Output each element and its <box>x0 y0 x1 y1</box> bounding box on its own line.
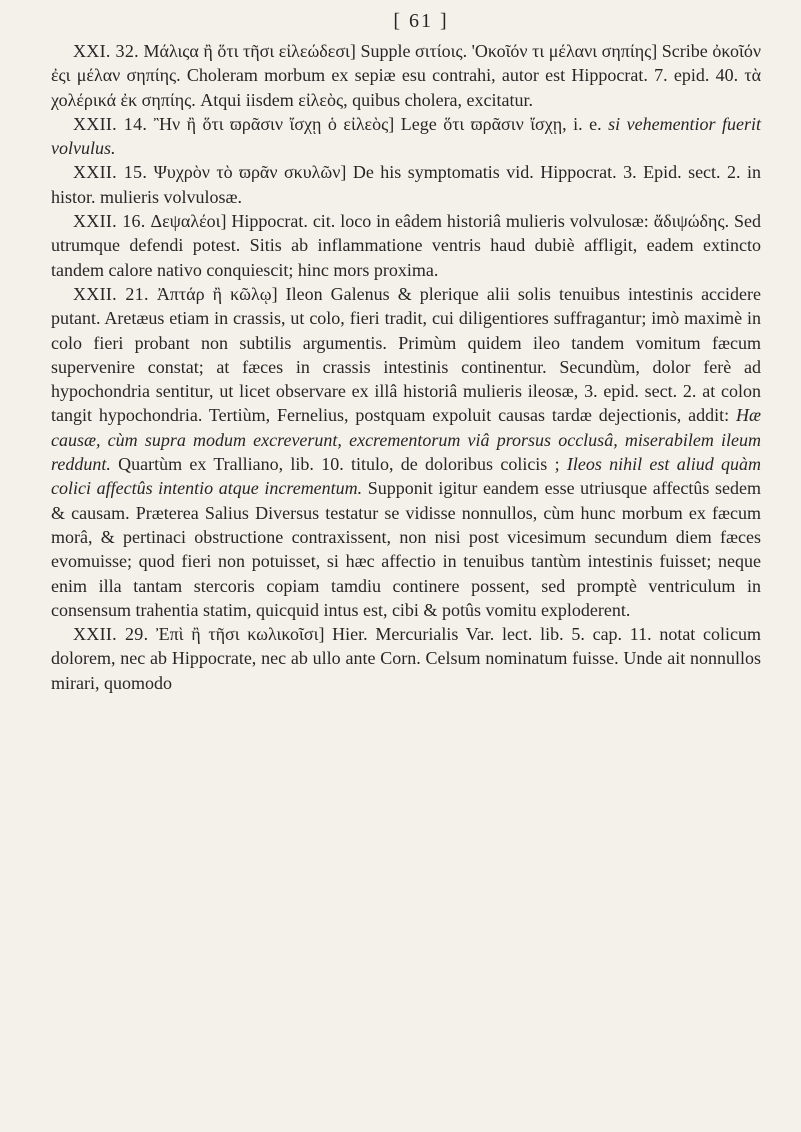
entry-text: Lege ὅτι ϖρᾶσιν ἴσχῃ, i. e. <box>400 113 602 134</box>
entry-ref: XXI. 32. <box>73 41 139 61</box>
entry-ref: XXII. 16. <box>73 211 146 232</box>
entry-text-final: Supponit igitur eandem esse utriusque affectûs sedem & causam. Præterea Salius Diversus testatur se vidisse nonnullos, cùm hunc morbum ex fæcum morâ, & pertinaci obstructione contraxissent, non nisi post vicesimum secundum diem fæces evomuisse; quod fieri non potuisset, si hæc affectio in tenuibus tantùm intestinis fuisset; neque enim illa tantam stercoris copiam tamdiu continere possent, sed promptè ventriculum in consensum trahentia statim, quicquid intus est, cibi & potûs vomitu exploderent. <box>51 478 762 620</box>
entry-xxi-32 <box>51 39 761 112</box>
entry-lemma: Μάλιςα ἢ ὅτι τῆσι εἰλεώδεσι] <box>143 41 356 61</box>
entry-xxii-15 <box>51 160 761 209</box>
entry-lemma: Ἀπτάρ ἢ κῶλῳ] <box>156 283 278 304</box>
entry-xxii-29 <box>51 622 761 695</box>
entry-lemma: Ψυχρὸν τὸ ϖρᾶν σκυλῶν] <box>153 162 347 183</box>
entry-text: Ileon Galenus & plerique alii solis tenuibus intestinis accidere putant. Aretæus etiam in crassis, ut colo, fieri tradit, cui diligentiores suffragantur; imò maximè in colo fieri probant non subtilis argumentis. Primùm quidem ileo tandem vomitum fæcum supervenire constat; at fæces in crassis intestinis continentur. Secundùm, dolor ferè ad hypochondria sentitur, ut licet observare ex illâ historiâ mulieris ileosæ, 3. epid. sect. 2. at colon tangit hypochondria. Tertiùm, Fernelius, postquam expoluit causas tardæ dejectionis, addit: <box>51 283 762 426</box>
entry-lemma: Ἐπὶ ἢ τῆσι κωλικοῖσι] <box>156 624 325 645</box>
entry-lemma: Δεψαλέοι] <box>150 211 227 232</box>
page-number: [ 61 ] <box>393 10 449 32</box>
entry-text: Supple σιτίοις. 'Οκοῖόν τι μέλανι σηπίης] Scribe ὀκοῖόν ἐςι μέλαν σηπίης. Choleram morbum ex sepiæ esu contrahi, autor est Hippocrat. 7. epid. 40. τὰ χολέρικά ἐκ σηπίης. Atqui iisdem εἰλεὸς, quibus cholera, excitatur. <box>51 41 761 110</box>
entry-italic-text: si vehementior fuerit volvulus. <box>51 113 762 159</box>
entry-ref: XXII. 21. <box>73 283 149 304</box>
entry-xxii-16 <box>51 209 761 282</box>
entry-ref: XXII. 14. <box>73 113 148 134</box>
entry-italic-quote-2: Ileos nihil est aliud quàm colici affectûs intentio atque incrementum. <box>51 454 761 499</box>
entry-text-continued: Quartùm ex Tralliano, lib. 10. titulo, de doloribus colicis ; <box>118 454 560 475</box>
entry-ref: XXII. 29. <box>73 624 149 645</box>
entry-xxii-21 <box>51 282 761 622</box>
entry-italic-quote: Hæ causæ, cùm supra modum excreverunt, excrementorum viâ prorsus occlusâ, miserabilem ileum reddunt. <box>51 405 762 475</box>
entry-lemma: Ἢν ἢ ὅτι ϖρᾶσιν ἴσχῃ ὁ εἰλεὸς] <box>153 113 395 134</box>
entry-text: De his symptomatis vid. Hippocrat. 3. Epid. sect. 2. in histor. mulieris volvulosæ. <box>51 162 761 207</box>
entry-text: Hippocrat. cit. loco in eâdem historiâ mulieris volvulosæ: ἄδιψώδης. Sed utrumque defendi potest. Sitis ab inflammatione ventris haud dubiè affligit, eadem extincto tandem calore nativo conquiescit; hinc mors proxima. <box>51 211 761 280</box>
entry-text: Hier. Mercurialis Var. lect. lib. 5. cap. 11. notat colicum dolorem, nec ab Hippocrate, nec ab ullo ante Corn. Celsum nominatum fuisse. Unde ait nonnullos mirari, quomodo <box>51 624 762 693</box>
entry-xxii-14 <box>51 112 761 161</box>
entry-ref: XXII. 15. <box>73 162 148 183</box>
